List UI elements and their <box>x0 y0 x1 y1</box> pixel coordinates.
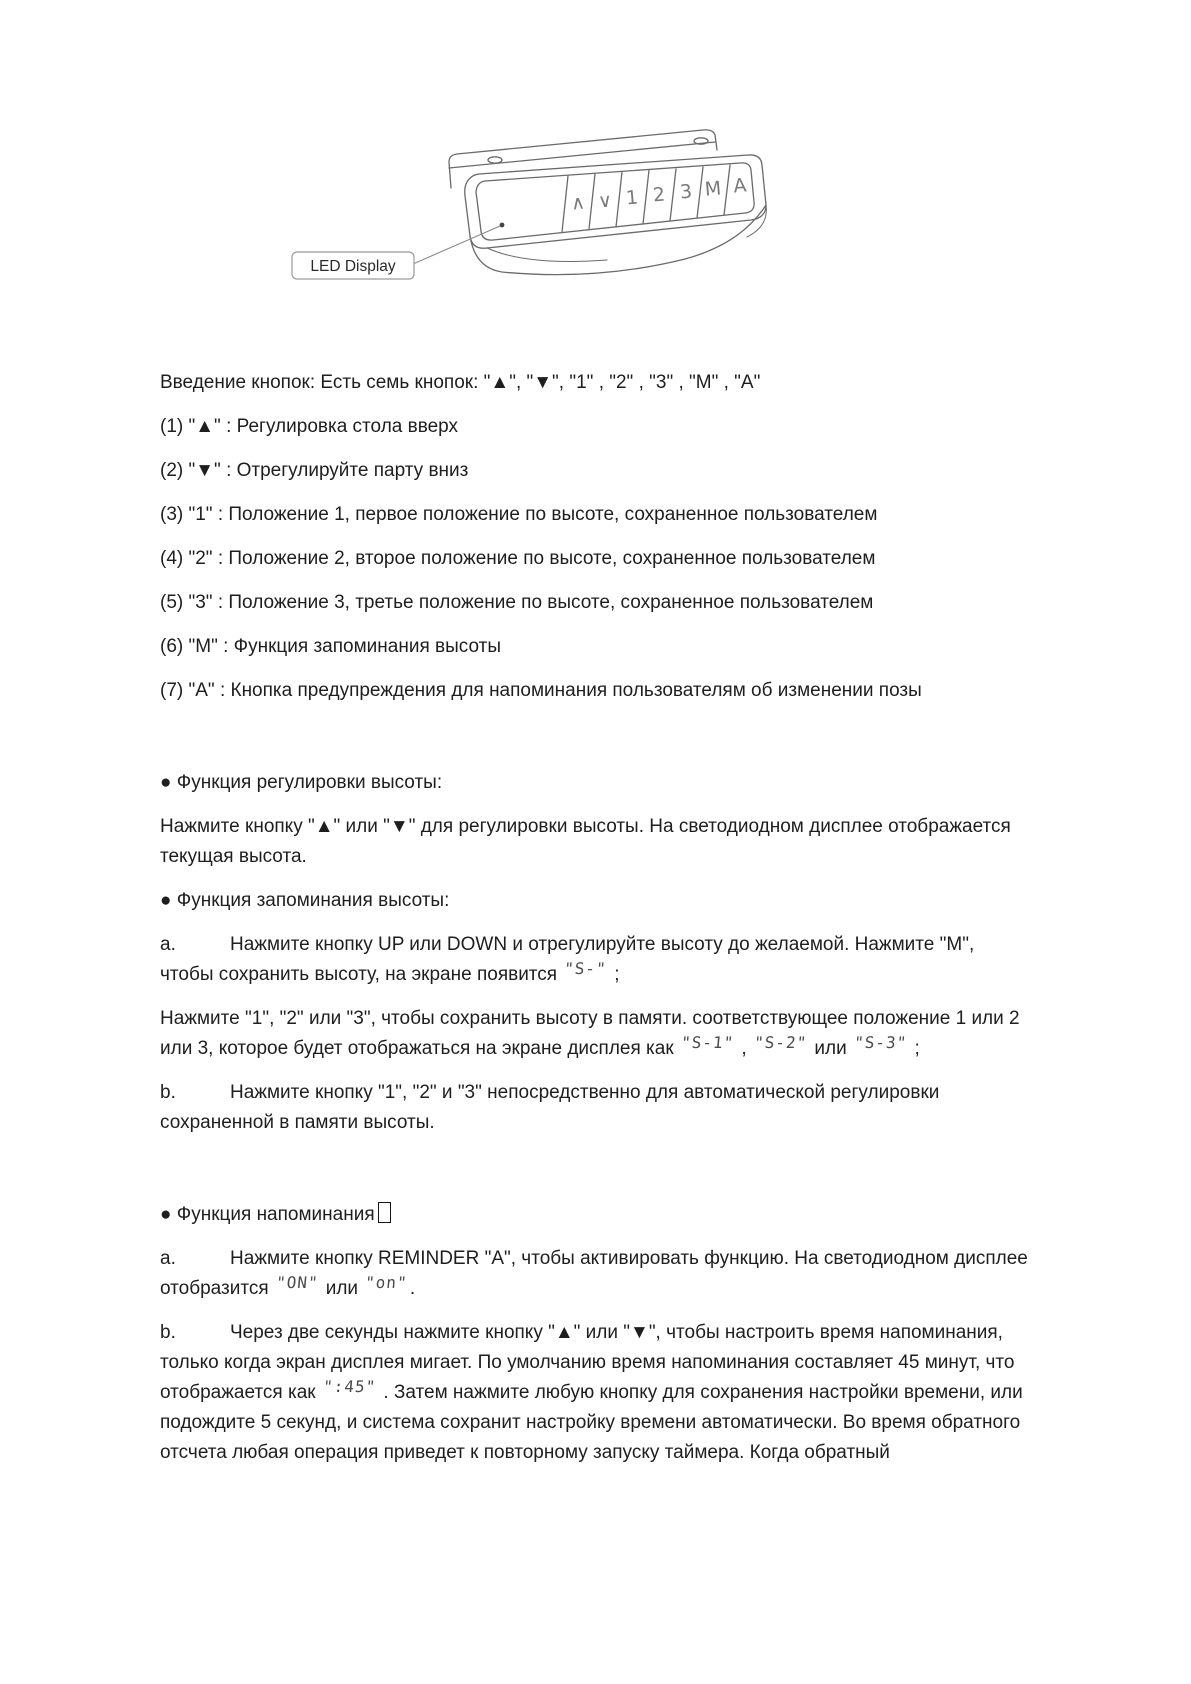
button-1: 1 <box>625 186 639 210</box>
memory-save-paragraph <box>160 1004 1031 1064</box>
memory-save-text: Нажмите "1", "2" или "3", чтобы сохранить высоту в памяти. соответствующее положение 1 или 2 или 3, которое будет отображаться на экране дисплея как <box>160 1008 1020 1059</box>
button-2: 2 <box>652 183 666 207</box>
display-code-on-upper: "ON" <box>275 1273 320 1292</box>
step-letter: b. <box>160 1082 176 1103</box>
reminder-step-b-text-2: . Затем нажмите любую кнопку для сохранения настройки времени, или подождите 5 секунд, и система сохранит настройку времени автоматически. Во время обратного отсчета любая операция приведет к повторному запуску таймера. Когда обратный <box>160 1382 1023 1463</box>
button-m: M <box>703 177 723 201</box>
intro-line: Введение кнопок: Есть семь кнопок: "▲", "▼", "1" , "2" , "3" , "M" , "A" <box>160 372 761 393</box>
screw-hole-left-icon <box>488 157 502 163</box>
memory-step-b <box>160 1078 1031 1138</box>
step-letter: a. <box>160 934 176 955</box>
or-word: или <box>325 1278 359 1299</box>
memory-step-a-suffix: ; <box>614 964 620 985</box>
display-code-45: ":45" <box>322 1377 377 1396</box>
button-desc-2: (2) "▼" : Отрегулируйте парту вниз <box>160 460 469 481</box>
panel-buttons <box>570 174 747 214</box>
display-code-on-lower: "on" <box>364 1273 409 1292</box>
manual-text <box>0 368 1191 1522</box>
display-code-s1: "S-1" <box>680 1033 735 1052</box>
button-desc-3: (3) "1" : Положение 1, первое положение по высоте, сохраненное пользователем <box>160 504 878 525</box>
control-panel-illustration <box>265 108 795 306</box>
memory-function-heading: ● Функция запоминания высоты: <box>160 890 450 911</box>
display-code-s3: "S-3" <box>853 1033 909 1052</box>
display-code-s2: "S-2" <box>753 1033 808 1052</box>
reminder-function-heading <box>160 1200 1031 1230</box>
reminder-heading-text: ● Функция напоминания <box>160 1204 375 1225</box>
period: . <box>409 1278 416 1299</box>
missing-glyph-box <box>378 1202 391 1223</box>
reminder-step-a-text: Нажмите кнопку REMINDER "A", чтобы активировать функцию. На светодиодном дисплее отобразится <box>160 1248 1028 1299</box>
comma: , <box>741 1038 747 1059</box>
control-panel-drawing <box>265 108 795 306</box>
button-a: A <box>732 174 748 198</box>
step-letter: b. <box>160 1322 176 1343</box>
reminder-step-b <box>160 1318 1031 1468</box>
led-display-callout <box>292 226 500 279</box>
memory-step-b-text: Нажмите кнопку "1", "2" и "3" непосредственно для автоматической регулировки сохраненной в памяти высоты. <box>160 1082 940 1133</box>
button-desc-1: (1) "▲" : Регулировка стола вверх <box>160 416 459 437</box>
button-desc-4: (4) "2" : Положение 2, второе положение по высоте, сохраненное пользователем <box>160 548 876 569</box>
or-word: или <box>814 1038 847 1059</box>
display-code-s: "S-" <box>563 959 608 978</box>
reminder-step-a <box>160 1244 1031 1304</box>
height-adjustment-body: Нажмите кнопку "▲" или "▼" для регулировки высоты. На светодиодном дисплее отображается текущая высота. <box>160 816 1011 867</box>
led-display-label: LED Display <box>310 258 396 275</box>
memory-save-suffix: ; <box>914 1038 920 1059</box>
button-desc-7: (7) "A" : Кнопка предупреждения для напоминания пользователям об изменении позы <box>160 680 922 701</box>
step-letter: a. <box>160 1248 176 1269</box>
reminder-step-b-text-1: Через две секунды нажмите кнопку "▲" или "▼", чтобы настроить время напоминания, только когда экран дисплея мигает. По умолчанию время напоминания составляет 45 минут, что отображается как <box>160 1322 1015 1403</box>
memory-step-a-text: Нажмите кнопку UP или DOWN и отрегулируйте высоту до желаемой. Нажмите "M", чтобы сохранить высоту, на экране появится <box>160 934 975 985</box>
button-3: 3 <box>679 180 693 204</box>
height-adjustment-heading: ● Функция регулировки высоты: <box>160 772 443 793</box>
button-desc-5: (5) "3" : Положение 3, третье положение по высоте, сохраненное пользователем <box>160 592 874 613</box>
button-desc-6: (6) "M" : Функция запоминания высоты <box>160 636 501 657</box>
led-dot-icon <box>500 223 505 228</box>
button-down: ∨ <box>597 189 613 213</box>
button-up: ∧ <box>570 191 586 215</box>
memory-step-a <box>160 930 1031 990</box>
